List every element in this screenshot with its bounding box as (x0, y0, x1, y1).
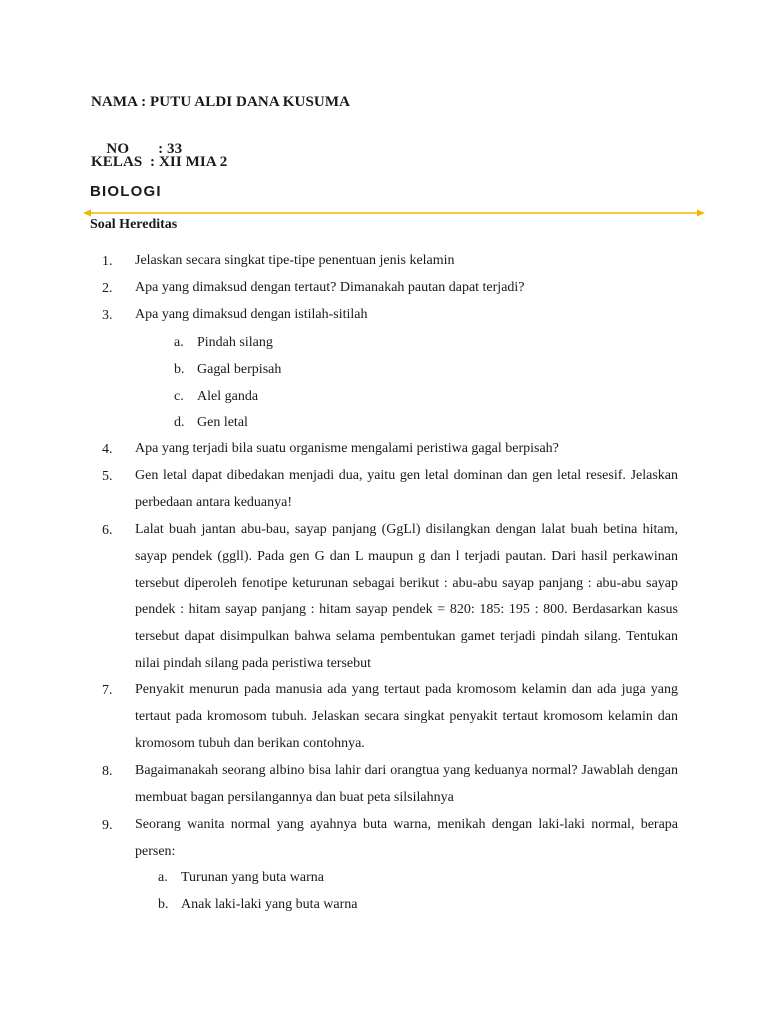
sub-item-text: Pindah silang (197, 335, 273, 350)
sub-item-letter: b. (174, 362, 185, 377)
question-number: 7. (102, 683, 113, 698)
subject-title: BIOLOGI (90, 183, 162, 200)
number-label: NO (106, 141, 130, 157)
section-title: Soal Hereditas (90, 217, 178, 232)
sub-item-letter: d. (174, 415, 185, 430)
question-number: 9. (102, 818, 113, 833)
question-number: 2. (102, 281, 113, 296)
question-text: Bagaimanakah seorang albino bisa lahir dari orangtua yang keduanya normal? Jawablah dengan membuat bagan persilangannya dan buat peta silsilahnya (135, 763, 678, 805)
student-class: KELAS : XII MIA 2 (91, 154, 228, 170)
sub-item-letter: c. (174, 389, 184, 404)
sub-item-text: Alel ganda (197, 389, 259, 404)
sub-item-text: Gagal berpisah (197, 362, 282, 377)
sub-item-text: Gen letal (197, 415, 248, 430)
sub-item-letter: b. (158, 897, 169, 912)
question-text: Penyakit menurun pada manusia ada yang tertaut pada kromosom kelamin dan ada juga yang tertaut pada kromosom tubuh. Jelaskan secara singkat penyakit tertaut kromosom kelamin dan kromosom tubuh dan berikan contohnya. (135, 682, 678, 751)
question-text: Apa yang dimaksud dengan istilah-sitilah (135, 307, 368, 322)
question-number: 8. (102, 764, 113, 779)
question-number: 1. (102, 254, 113, 269)
question-text: Apa yang dimaksud dengan tertaut? Dimanakah pautan dapat terjadi? (135, 280, 525, 295)
question-text: Jelaskan secara singkat tipe-tipe penentuan jenis kelamin (135, 253, 455, 268)
question-text: Seorang wanita normal yang ayahnya buta warna, menikah dengan laki-laki normal, berapa persen: (135, 817, 678, 859)
question-number: 5. (102, 469, 113, 484)
question-number: 3. (102, 308, 113, 323)
question-text: Apa yang terjadi bila suatu organisme mengalami peristiwa gagal berpisah? (135, 441, 559, 456)
sub-item-letter: a. (158, 870, 168, 885)
question-text: Lalat buah jantan abu-bau, sayap panjang (GgLl) disilangkan dengan lalat buah betina hitam, sayap pendek (ggll). Pada gen G dan L maupun g dan l terjadi pautan. Dari hasil perkawinan tersebut diperoleh fenotipe keturunan sebagai berikut : abu-abu sayap panjang : abu-abu sayap pendek : hitam sayap panjang : hitam sayap pendek = 820: 185: 195 : 800. Berdasarkan kasus tersebut dapat disimpulkan bahwa selama pembentukan gamet terjadi pindah silang. Tentukan nilai pindah silang pada peristiwa tersebut (135, 522, 678, 671)
student-name: NAMA : PUTU ALDI DANA KUSUMA (91, 94, 351, 110)
question-number: 6. (102, 523, 113, 538)
sub-item-text: Turunan yang buta warna (181, 870, 324, 885)
sub-item-letter: a. (174, 335, 184, 350)
sub-item-text: Anak laki-laki yang buta warna (181, 897, 358, 912)
question-number: 4. (102, 442, 113, 457)
number-value: : 33 (158, 141, 183, 157)
question-text: Gen letal dapat dibedakan menjadi dua, yaitu gen letal dominan dan gen letal resesif. Jelaskan perbedaan antara keduanya! (135, 468, 678, 510)
